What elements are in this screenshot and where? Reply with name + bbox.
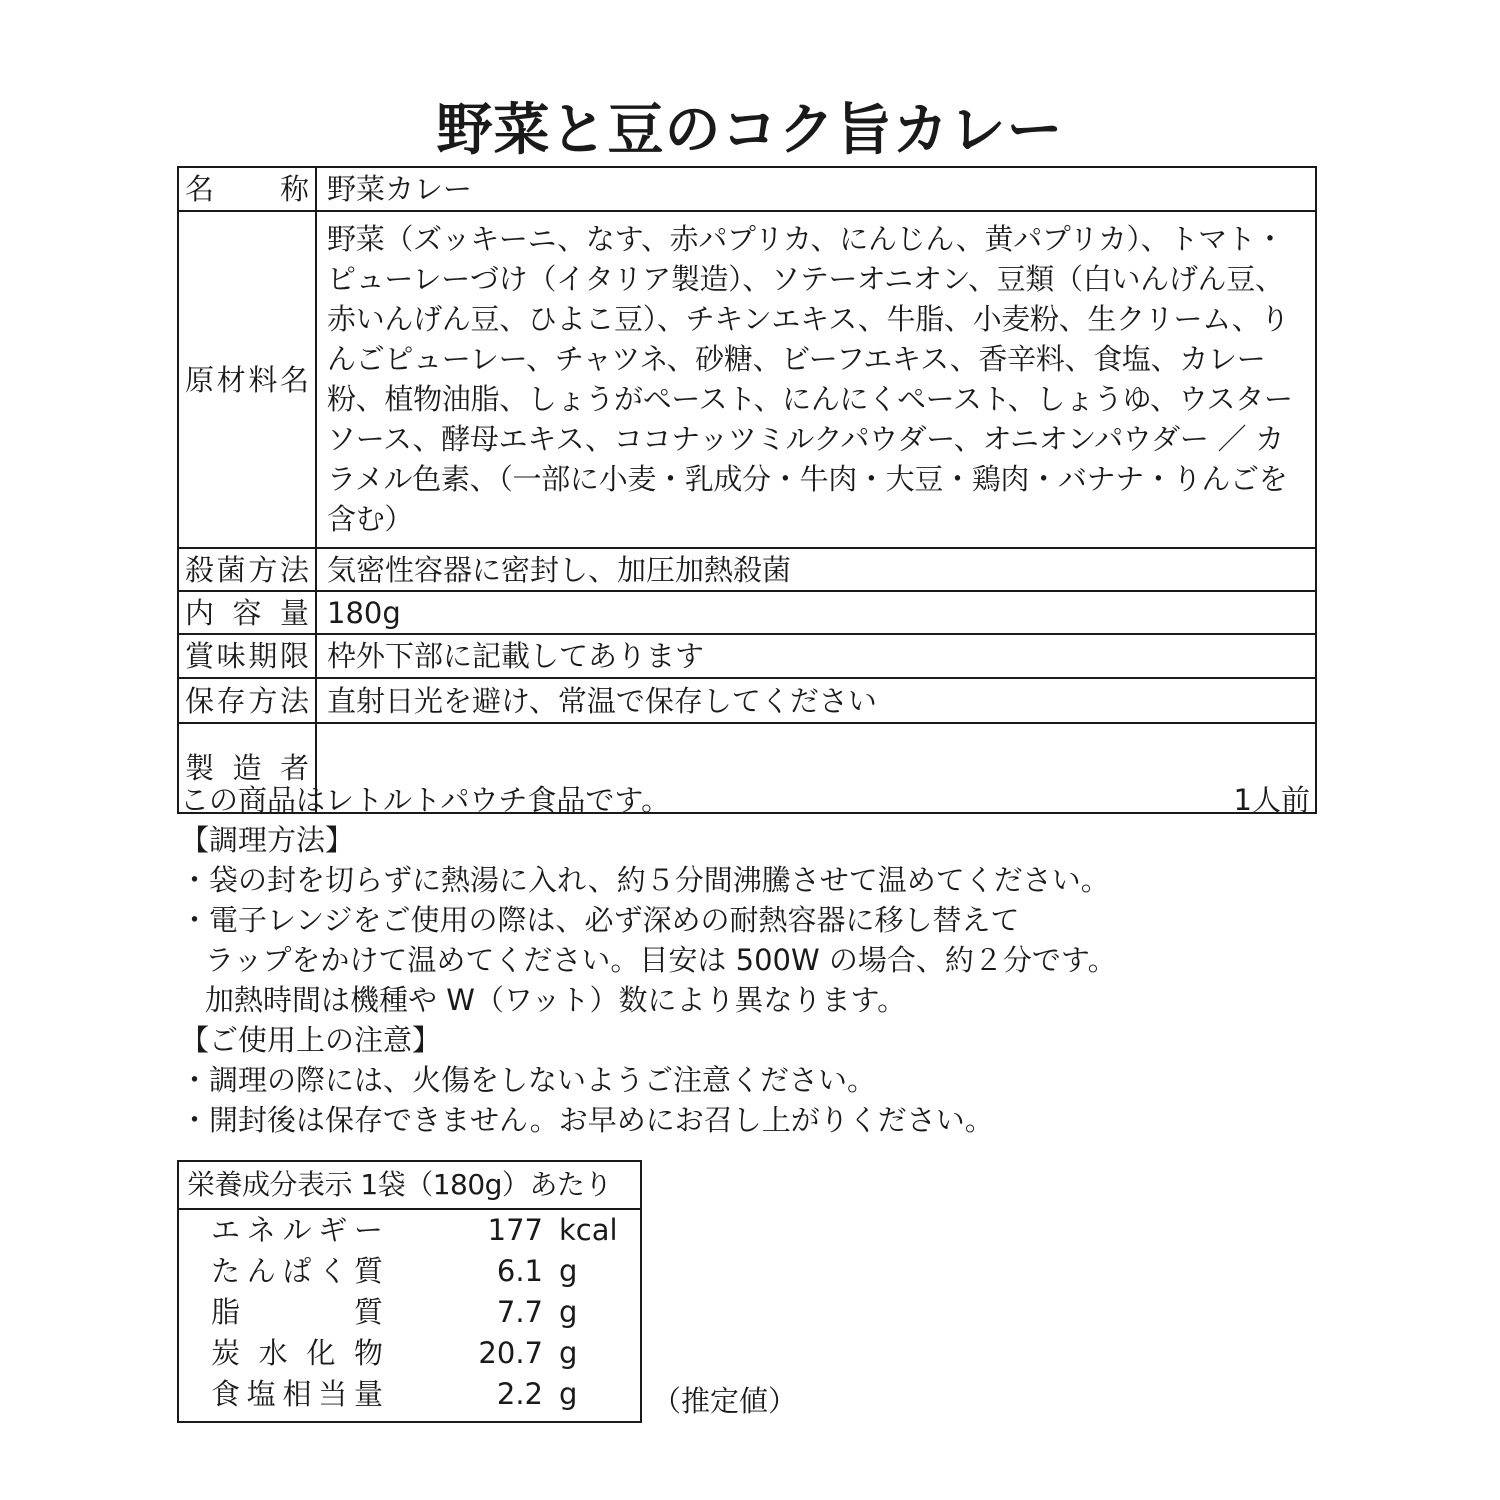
nutrition-row [179, 1210, 640, 1251]
row-value-name: 野菜カレー [316, 167, 1316, 211]
nutrient-unit: kcal [559, 1213, 618, 1247]
notes-section [180, 780, 1310, 1140]
row-key-manufacturer: 製造者 [178, 723, 316, 813]
retort-line [180, 780, 1310, 820]
nutrient-value: 7.7 [496, 1295, 543, 1329]
row-value-ingredients: 野菜（ズッキーニ、なす、赤パプリカ、にんじん、黄パプリカ）、トマト・ピューレーづけ（イタリア製造）、ソテーオニオン、豆類（白いんげん豆、赤いんげん豆、ひよこ豆）、チキンエキス、牛脂、小麦粉、生クリーム、りんごピューレー、チャツネ、砂糖、ビーフエキス、香辛料、食塩、カレー粉、植物油脂、しょうがペースト、にんにくペースト、しょうゆ、ウスターソース、酵母エキス、ココナッツミルクパウダー、オニオンパウダー ／ カラメル色素、（一部に小麦・乳成分・牛肉・大豆・鶏肉・バナナ・りんごを含む） [316, 211, 1316, 548]
cooking-step: ・電子レンジをご使用の際は、必ず深めの耐熱容器に移し替えて [180, 903, 1020, 937]
product-title: 野菜と豆のコク旨カレー [436, 98, 1064, 163]
estimate-note: （推定値） [652, 1384, 798, 1418]
retort-note: この商品はレトルトパウチ食品です。 [180, 783, 671, 817]
nutrient-name: 食塩相当量 [211, 1377, 383, 1411]
row-key-content: 内容量 [178, 591, 316, 634]
row-value-content: 180g [316, 591, 1316, 634]
table-row [178, 634, 1316, 678]
row-value-best-before: 枠外下部に記載してあります [316, 634, 1316, 678]
nutrition-heading: 栄養成分表示 1袋（180g）あたり [179, 1162, 640, 1210]
nutrient-unit: g [559, 1336, 578, 1370]
table-row [178, 678, 1316, 723]
nutrient-unit: g [559, 1377, 578, 1411]
cooking-heading: 【調理方法】 [180, 823, 355, 857]
nutrient-name: エネルギー [211, 1213, 383, 1247]
caution-item: ・調理の際には、火傷をしないようご注意ください。 [180, 1063, 877, 1097]
cooking-step-cont: 加熱時間は機種や W（ワット）数により異なります。 [205, 983, 907, 1017]
nutrition-table [177, 1160, 642, 1423]
caution-heading: 【ご使用上の注意】 [180, 1023, 442, 1057]
nutrient-unit: g [559, 1254, 578, 1288]
nutrition-row [179, 1374, 640, 1415]
nutrition-row [179, 1292, 640, 1333]
row-key-ingredients: 原材料名 [178, 211, 316, 548]
table-row [178, 548, 1316, 591]
nutrient-name: たんぱく質 [211, 1254, 383, 1288]
nutrient-value: 2.2 [496, 1377, 543, 1411]
caution-item: ・開封後は保存できません。お早めにお召し上がりください。 [180, 1103, 994, 1137]
cooking-step-cont: ラップをかけて温めてください。目安は 500W の場合、約２分です。 [205, 943, 1117, 977]
nutrient-unit: g [559, 1295, 578, 1329]
table-row [178, 167, 1316, 211]
servings: 1人前 [1233, 783, 1310, 817]
nutrient-value: 177 [487, 1213, 543, 1247]
nutrient-value: 6.1 [496, 1254, 543, 1288]
nutrition-row [179, 1333, 640, 1374]
table-row [178, 591, 1316, 634]
row-key-best-before: 賞味期限 [178, 634, 316, 678]
row-key-storage: 保存方法 [178, 678, 316, 723]
row-value-storage: 直射日光を避け、常温で保存してください [316, 678, 1316, 723]
nutrition-row [179, 1251, 640, 1292]
nutrient-value: 20.7 [478, 1336, 543, 1370]
row-value-sterilization: 気密性容器に密封し、加圧加熱殺菌 [316, 548, 1316, 591]
row-key-sterilization: 殺菌方法 [178, 548, 316, 591]
label-table [177, 166, 1317, 814]
nutrient-name: 炭水化物 [211, 1336, 383, 1370]
table-row [178, 211, 1316, 548]
row-key-name: 名 称 [178, 167, 316, 211]
cooking-step: ・袋の封を切らずに熱湯に入れ、約５分間沸騰させて温めてください。 [180, 863, 1110, 897]
nutrient-name: 脂質 [211, 1295, 383, 1329]
